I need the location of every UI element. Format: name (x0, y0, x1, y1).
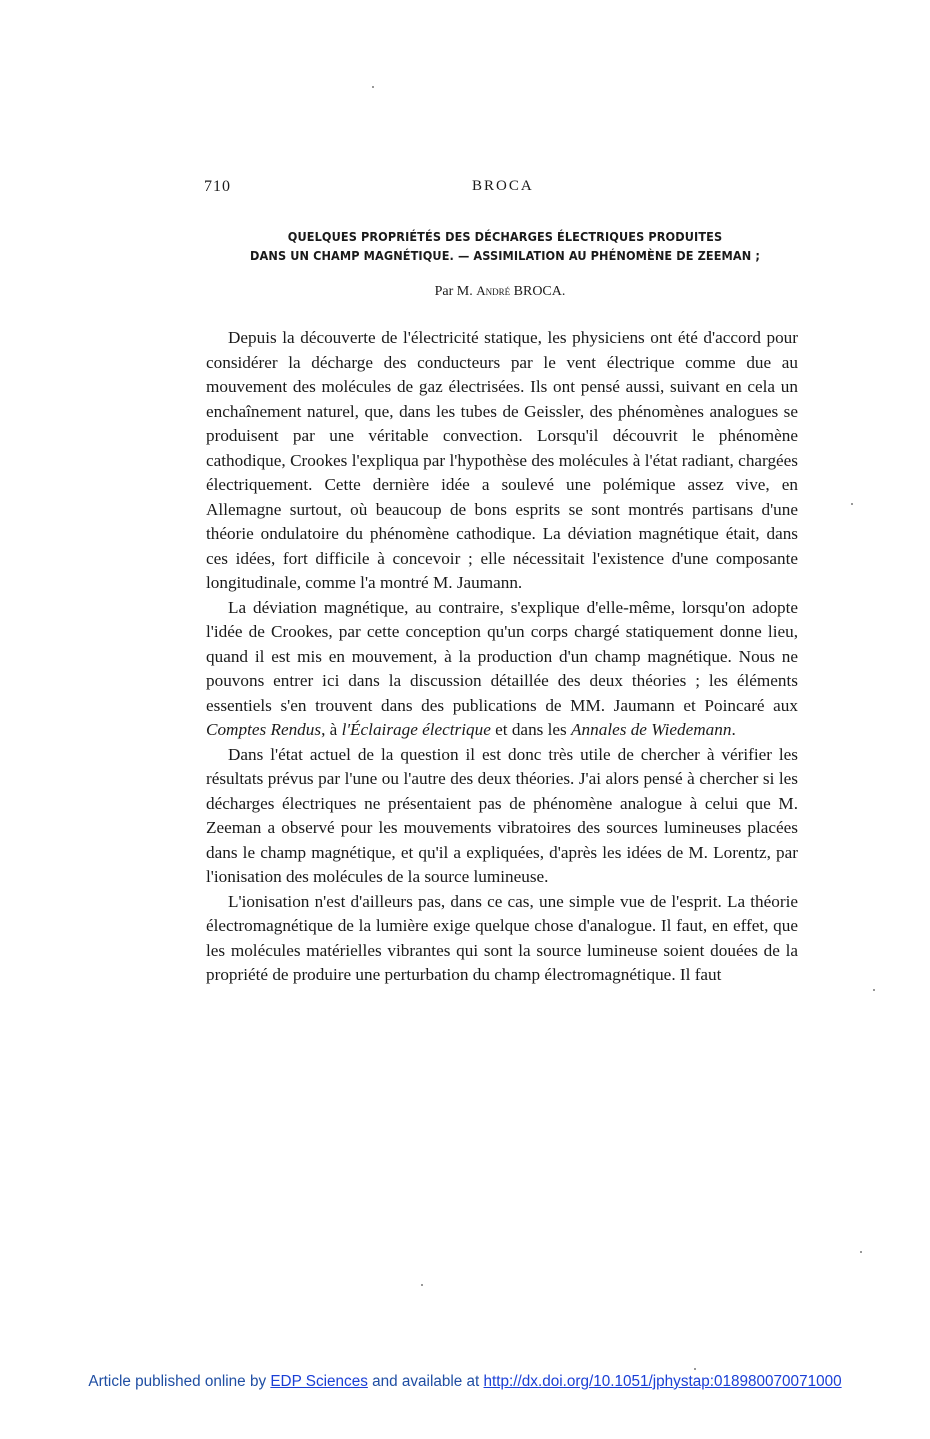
footer-prefix: Article published online by (88, 1373, 271, 1390)
paragraph-4: L'ionisation n'est d'ailleurs pas, dans ce cas, une simple vue de l'esprit. La théorie électromagnétique de la lumière exige quelque chose d'analogue. Il faut, en effet, que les molécules matérielles vibrantes qui sont la source lumineuse soient douées de la propriété de produire une perturbation du champ électromagnétique. Il faut (206, 891, 798, 984)
paragraph-3: Dans l'état actuel de la question il est donc très utile de chercher à vérifier les résultats prévus par l'une ou l'autre des deux théories. J'ai alors pensé à chercher si les décharges électriques ne présentaient pas de phénomène analogue à celui que M. Zeeman a observé pour les mouvements vibratoires des sources lumineuses placées dans le champ magnétique, et qu'il a expliquées, d'après les idées de M. Lorentz, par l'ionisation des molécules de la source lumineuse. (206, 744, 798, 886)
scan-speck (694, 1368, 696, 1370)
paragraph-1: Depuis la découverte de l'électricité statique, les physiciens ont été d'accord pour considérer la décharge des conducteurs par le vent électrique comme due au mouvement des molécules de gaz électrisées. Ils ont pensé aussi, suivant en cela un enchaînement naturel, que, dans les tubes de Geissler, des phénomènes analogues se produisent par une véritable convection. Lorsqu'il découvrit le phénomène cathodique, Crookes l'expliqua par l'hypothèse des molécules à l'état radiant, chargées électriquement. Cette dernière idée a soulevé une polémique assez vive, en Allemagne surtout, où beaucoup de bons esprits se sont montrés partisans d'une théorie ondulatoire du phénomène cathodique. La déviation magnétique était, dans ces idées, fort difficile à concevoir ; elle nécessitait l'existence d'une composante longitudinale, comme l'a montré M. Jaumann. (206, 328, 798, 592)
author-line (300, 283, 700, 300)
paragraph-2-text: et dans les (490, 720, 572, 739)
title-line-2: DANS UN CHAMP MAGNÉTIQUE. — ASSIMILATION AU PHÉNOMÈNE DE ZEEMAN ; (250, 249, 760, 263)
scan-speck (851, 503, 853, 505)
scan-speck (873, 989, 875, 991)
body-text (206, 326, 798, 988)
title-line-1: QUELQUES PROPRIÉTÉS DES DÉCHARGES ÉLECTRIQUES PRODUITES (287, 230, 723, 244)
scan-speck (860, 1251, 862, 1253)
page-number: 710 (204, 178, 231, 195)
publisher-link[interactable]: EDP Sciences (270, 1373, 368, 1390)
article-title (188, 228, 823, 266)
italic-comptes-rendus: Comptes Rendus (206, 720, 322, 739)
author-first-name: André (476, 283, 511, 298)
footer-availability (0, 1373, 930, 1391)
paragraph-2-text: La déviation magnétique, au contraire, s'explique d'elle-même, lorsqu'on adopte l'idée de Crookes, par cette conception qu'un corps chargé statiquement donne lieu, quand il est mis en mouvement, à la production d'un champ magnétique. Nous ne pouvons entrer ici dans la discussion détaillée des deux théories ; les éléments essentiels s'en trouvent dans des publications de MM. Jaumann et Poincaré aux (206, 597, 798, 715)
paragraph-2-text: . (731, 720, 736, 739)
author-last-name: BROCA. (510, 284, 566, 299)
italic-annales-wiedemann: Annales de Wiedemann (571, 720, 732, 739)
doi-link[interactable]: http://dx.doi.org/10.1051/jphystap:018980070071000 (483, 1373, 842, 1390)
author-prefix: Par M. (434, 284, 477, 299)
paragraph-2 (206, 596, 798, 743)
footer-middle: and available at (367, 1373, 484, 1390)
scan-speck (372, 86, 374, 88)
running-head: BROCA (472, 178, 534, 194)
italic-eclairage-electrique: l'Éclairage électrique (341, 720, 491, 739)
scan-speck (421, 1284, 423, 1286)
paragraph-2-text: , à (321, 720, 342, 739)
